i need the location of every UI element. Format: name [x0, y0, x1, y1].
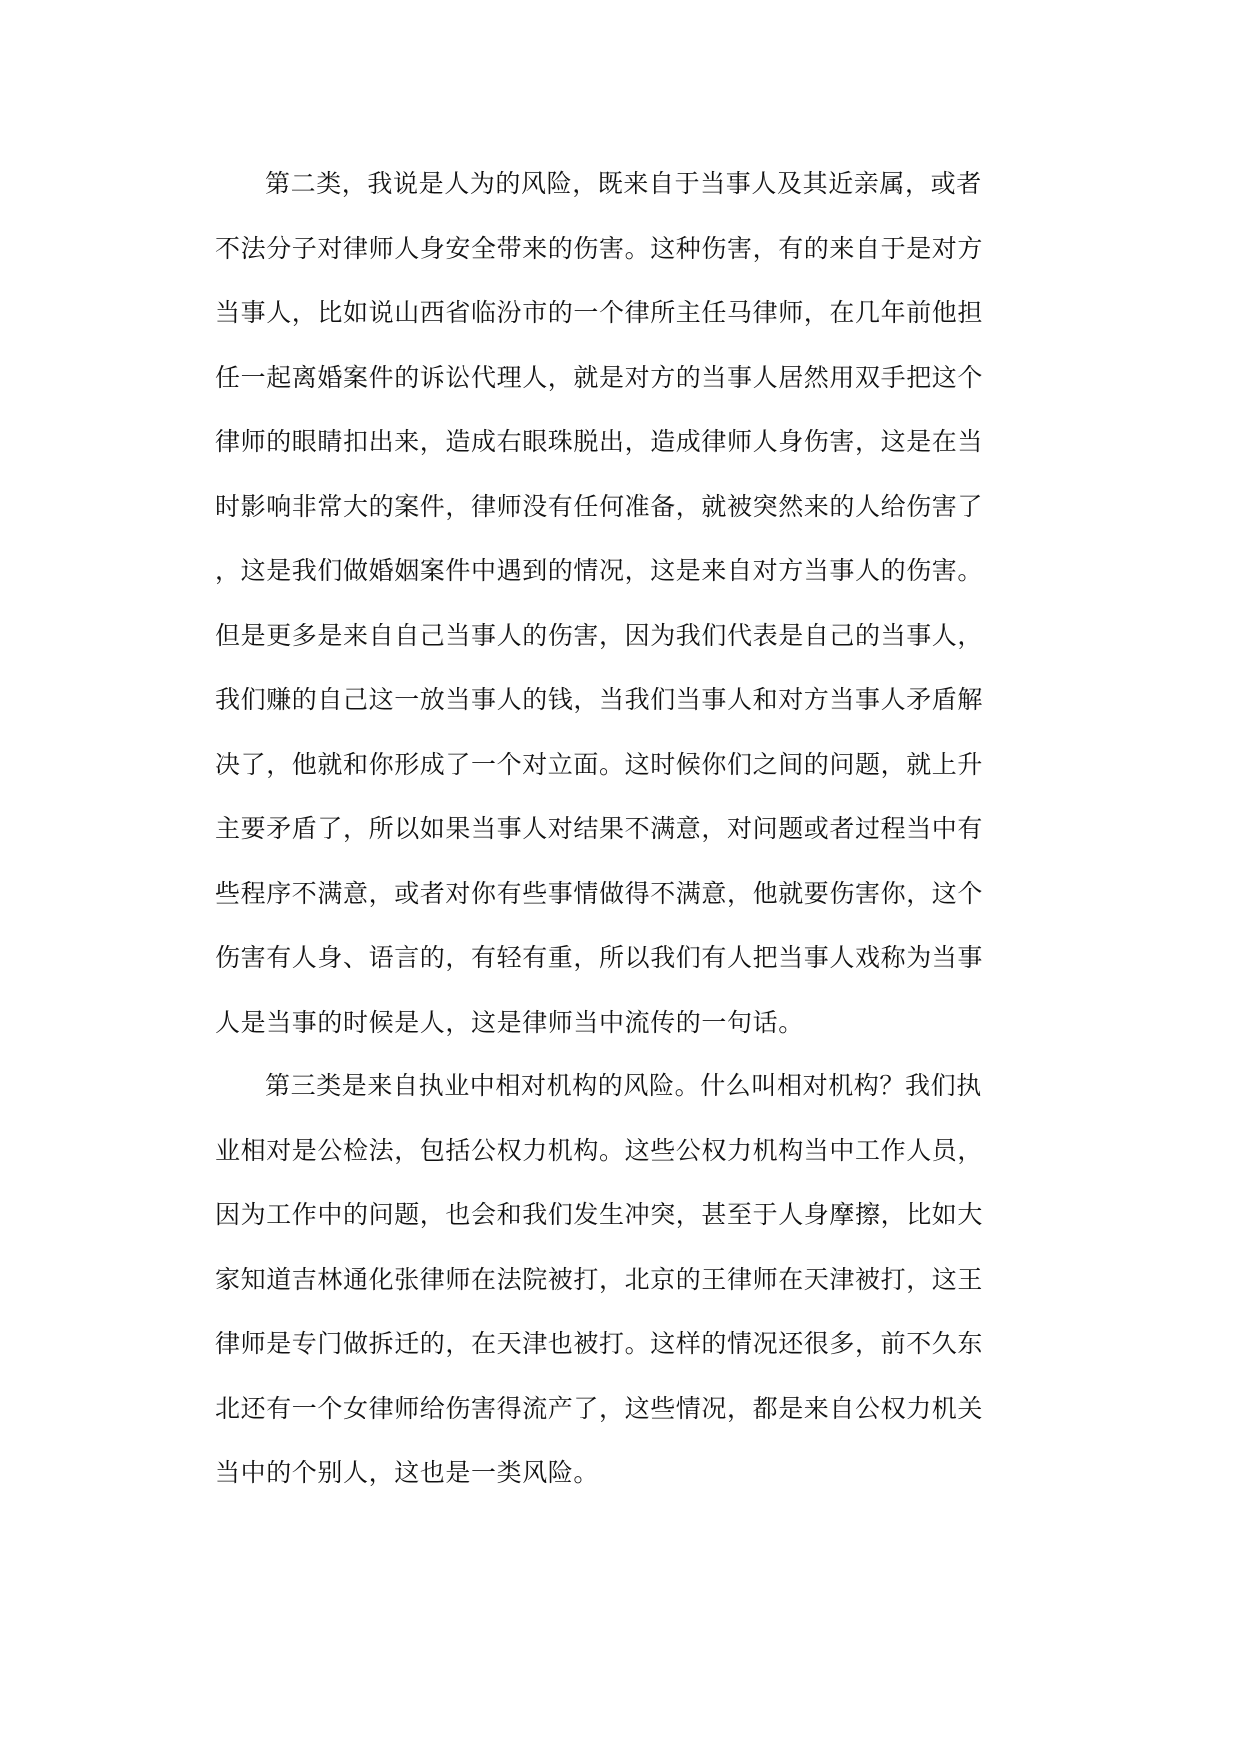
text-line: ，这是我们做婚姻案件中遇到的情况，这是来自对方当事人的伤害。 — [215, 556, 984, 585]
text-line: 当事人，比如说山西省临汾市的一个律所主任马律师，在几年前他担 — [215, 298, 984, 327]
paragraph-second-category-risk — [215, 152, 1027, 1055]
text-line: 北还有一个女律师给伤害得流产了，这些情况，都是来自公权力机关 — [215, 1393, 984, 1423]
paragraph-third-category-risk — [215, 1054, 1027, 1506]
text-line: 家知道吉林通化张律师在法院被打，北京的王律师在天津被打，这王 — [215, 1264, 984, 1294]
text-line: 些程序不满意，或者对你有些事情做得不满意，他就要伤害你，这个 — [215, 878, 984, 908]
text-line: 我们赚的自己这一放当事人的钱，当我们当事人和对方当事人矛盾解 — [215, 685, 984, 714]
text-line: 律师的眼睛扣出来，造成右眼珠脱出，造成律师人身伤害，这是在当 — [215, 427, 984, 456]
text-line: 业相对是公检法，包括公权力机构。这些公权力机构当中工作人员， — [215, 1135, 984, 1165]
text-line: 人是当事的时候是人，这是律师当中流传的一句话。 — [215, 1007, 804, 1037]
text-line: 任一起离婚案件的诉讼代理人，就是对方的当事人居然用双手把这个 — [215, 362, 984, 392]
text-line: 主要矛盾了，所以如果当事人对结果不满意，对问题或者过程当中有 — [215, 814, 984, 843]
text-line: 因为工作中的问题，也会和我们发生冲突，甚至于人身摩擦，比如大 — [215, 1200, 984, 1229]
text-line: 决了，他就和你形成了一个对立面。这时候你们之间的问题，就上升 — [215, 749, 984, 779]
text-line: 伤害有人身、语言的，有轻有重，所以我们有人把当事人戏称为当事 — [215, 943, 984, 972]
text-line: 时影响非常大的案件，律师没有任何准备，就被突然来的人给伤害了 — [215, 491, 984, 521]
text-line: 但是更多是来自自己当事人的伤害，因为我们代表是自己的当事人， — [215, 620, 984, 650]
text-line: 第二类，我说是人为的风险，既来自于当事人及其近亲属，或者 — [265, 169, 982, 198]
text-line: 律师是专门做拆迁的，在天津也被打。这样的情况还很多，前不久东 — [215, 1329, 984, 1358]
text-line: 第三类是来自执业中相对机构的风险。什么叫相对机构？我们执 — [265, 1071, 982, 1100]
text-line: 当中的个别人，这也是一类风险。 — [215, 1458, 600, 1487]
text-line: 不法分子对律师人身安全带来的伤害。这种伤害，有的来自于是对方 — [215, 233, 984, 263]
